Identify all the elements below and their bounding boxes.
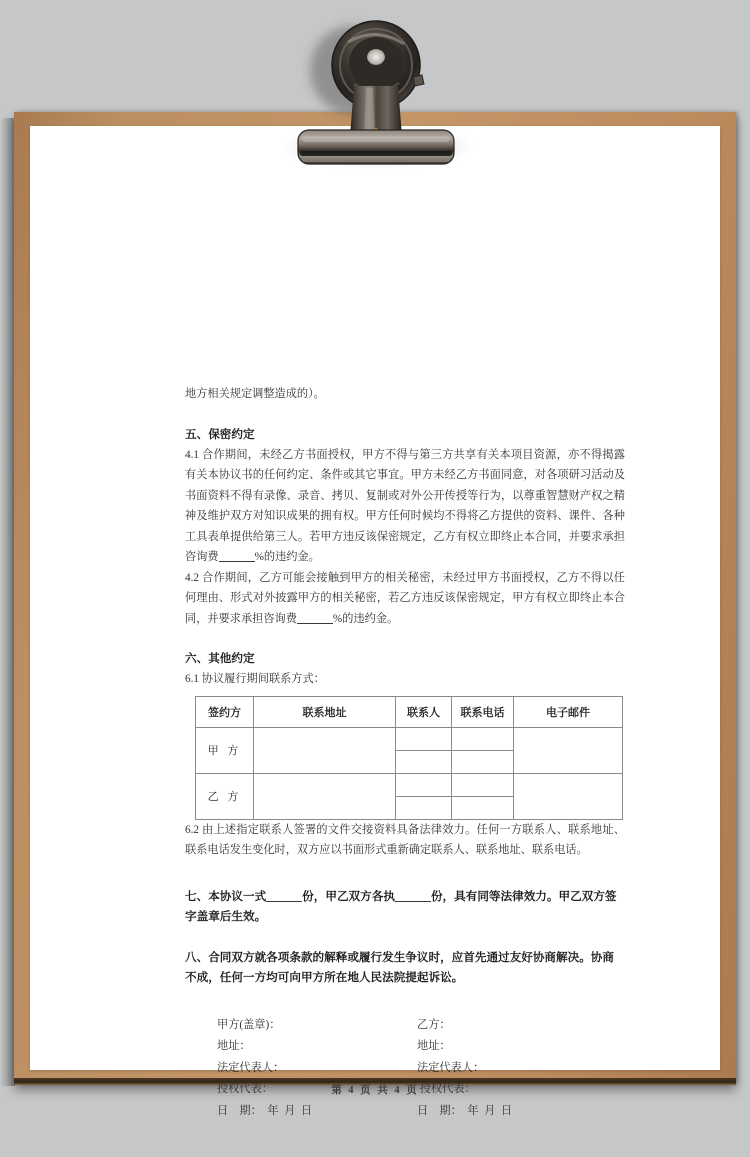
clause-eight: 八、合同双方就各项条款的解释或履行发生争议时，应首先通过友好协商解决。协商不成，任何一方均可向甲方所在地人民法院提起诉讼。 <box>185 950 614 984</box>
table-cell-phone-b-1[interactable] <box>452 773 514 796</box>
clipboard-left-shadow <box>0 118 15 1086</box>
table-row <box>196 727 623 750</box>
table-cell-address-b[interactable] <box>254 773 396 819</box>
table-cell-party-a: 甲 方 <box>196 727 254 773</box>
table-cell-person-b-2[interactable] <box>396 796 452 819</box>
clause-seven-part3: 份，具有同等法律效力。甲乙双方签字盖章后生效。 <box>185 889 617 923</box>
table-cell-address-a[interactable] <box>254 727 396 773</box>
continued-paragraph: 地方相关规定调整造成的）。 <box>185 388 325 400</box>
table-cell-email-a[interactable] <box>514 727 623 773</box>
paragraph-4-2-tail: %的违约金。 <box>332 612 399 625</box>
copies-each-blank[interactable] <box>395 889 431 902</box>
paragraph-4-2-text: 4.2 合作期间，乙方可能会接触到甲方的相关秘密，未经过甲方书面授权，乙方不得以任何理由、形式对外披露甲方的相关秘密，若乙方违反该保密规定，甲方有权立即终止本合同，并要求承担咨询费 <box>185 571 625 625</box>
document-page <box>30 126 720 1117</box>
contact-information-table <box>195 696 623 820</box>
clause-6-2: 6.2 由上述指定联系人签署的文件交接资料具备法律效力。任何一方联系人、联系地址、联系电话发生变化时，双方应以书面形式重新确定联系人、联系地址、联系电话。 <box>185 823 625 856</box>
table-cell-person-a-2[interactable] <box>396 750 452 773</box>
signature-block <box>217 1015 625 1123</box>
copies-total-blank[interactable] <box>266 889 302 902</box>
table-cell-email-b[interactable] <box>514 773 623 819</box>
party-b-date-label: 日 期： 年 月 日 <box>417 1104 513 1117</box>
table-cell-person-b-1[interactable] <box>396 773 452 796</box>
party-a-authorized-rep-label: 授权代表： <box>217 1083 273 1095</box>
clause-seven-part1: 七、本协议一式 <box>185 889 267 903</box>
page-number-footer: 第 4 页 共 4 页 <box>331 1085 419 1096</box>
table-cell-phone-a-2[interactable] <box>452 750 514 773</box>
table-cell-person-a-1[interactable] <box>396 727 452 750</box>
party-b-address-label: 地址： <box>417 1040 451 1052</box>
party-a-address-label: 地址： <box>217 1040 251 1052</box>
party-a-legal-rep-label: 法定代表人： <box>217 1061 285 1074</box>
clip-shadow <box>282 133 472 167</box>
table-row <box>196 773 623 796</box>
clause-seven-part2: 份，甲乙双方各执 <box>302 889 395 903</box>
party-b-legal-rep-label: 法定代表人： <box>417 1061 485 1074</box>
party-b-authorized-rep-label: 授权代表： <box>417 1083 476 1095</box>
penalty-blank-4-2[interactable] <box>297 611 333 624</box>
clause-seven <box>185 887 625 928</box>
party-a-date-label: 日 期： 年 月 日 <box>217 1104 313 1117</box>
table-header-address: 联系地址 <box>254 696 396 727</box>
party-b-name-label: 乙方： <box>417 1018 451 1031</box>
section-heading-five: 五、保密约定 <box>185 427 255 441</box>
table-header-phone: 联系电话 <box>452 696 514 727</box>
table-cell-phone-b-2[interactable] <box>452 796 514 819</box>
table-header-party: 签约方 <box>196 696 254 727</box>
party-a-name-label: 甲方(盖章)： <box>217 1018 281 1031</box>
table-cell-phone-a-1[interactable] <box>452 727 514 750</box>
paragraph-4-1-text: 4.1 合作期间，未经乙方书面授权，甲方不得与第三方共享有关本项目资源，亦不得揭露有关本协议书的任何约定、条件或其它事宜。甲方未经乙方书面同意，对各项研习活动及书面资料不得有录像、录音、拷贝、复制或对外公开传授等行为，以尊重智慧财产权之精神及维护双方对知识成果的拥有权。甲方任何时候均不得将乙方提供的资料、课件、各种工具表单提供给第三人。若甲方违反该保密规定，乙方有权立即终止本合同，并要求承担咨询费 <box>185 448 625 563</box>
penalty-blank-4-1[interactable] <box>219 549 255 562</box>
paragraph-4-1-tail: %的违约金。 <box>254 551 320 563</box>
paragraph-4-1 <box>185 445 625 568</box>
signature-column-party-a <box>217 1015 417 1123</box>
table-header-person: 联系人 <box>396 696 452 727</box>
table-header-email: 电子邮件 <box>514 696 623 727</box>
clause-6-1-intro: 6.1 协议履行期间联系方式： <box>185 673 325 685</box>
table-cell-party-b: 乙 方 <box>196 773 254 819</box>
signature-column-party-b <box>417 1015 617 1123</box>
section-heading-six: 六、其他约定 <box>185 652 255 665</box>
table-header-row <box>196 696 623 727</box>
paragraph-4-2 <box>185 568 625 630</box>
document-content <box>185 384 625 1122</box>
